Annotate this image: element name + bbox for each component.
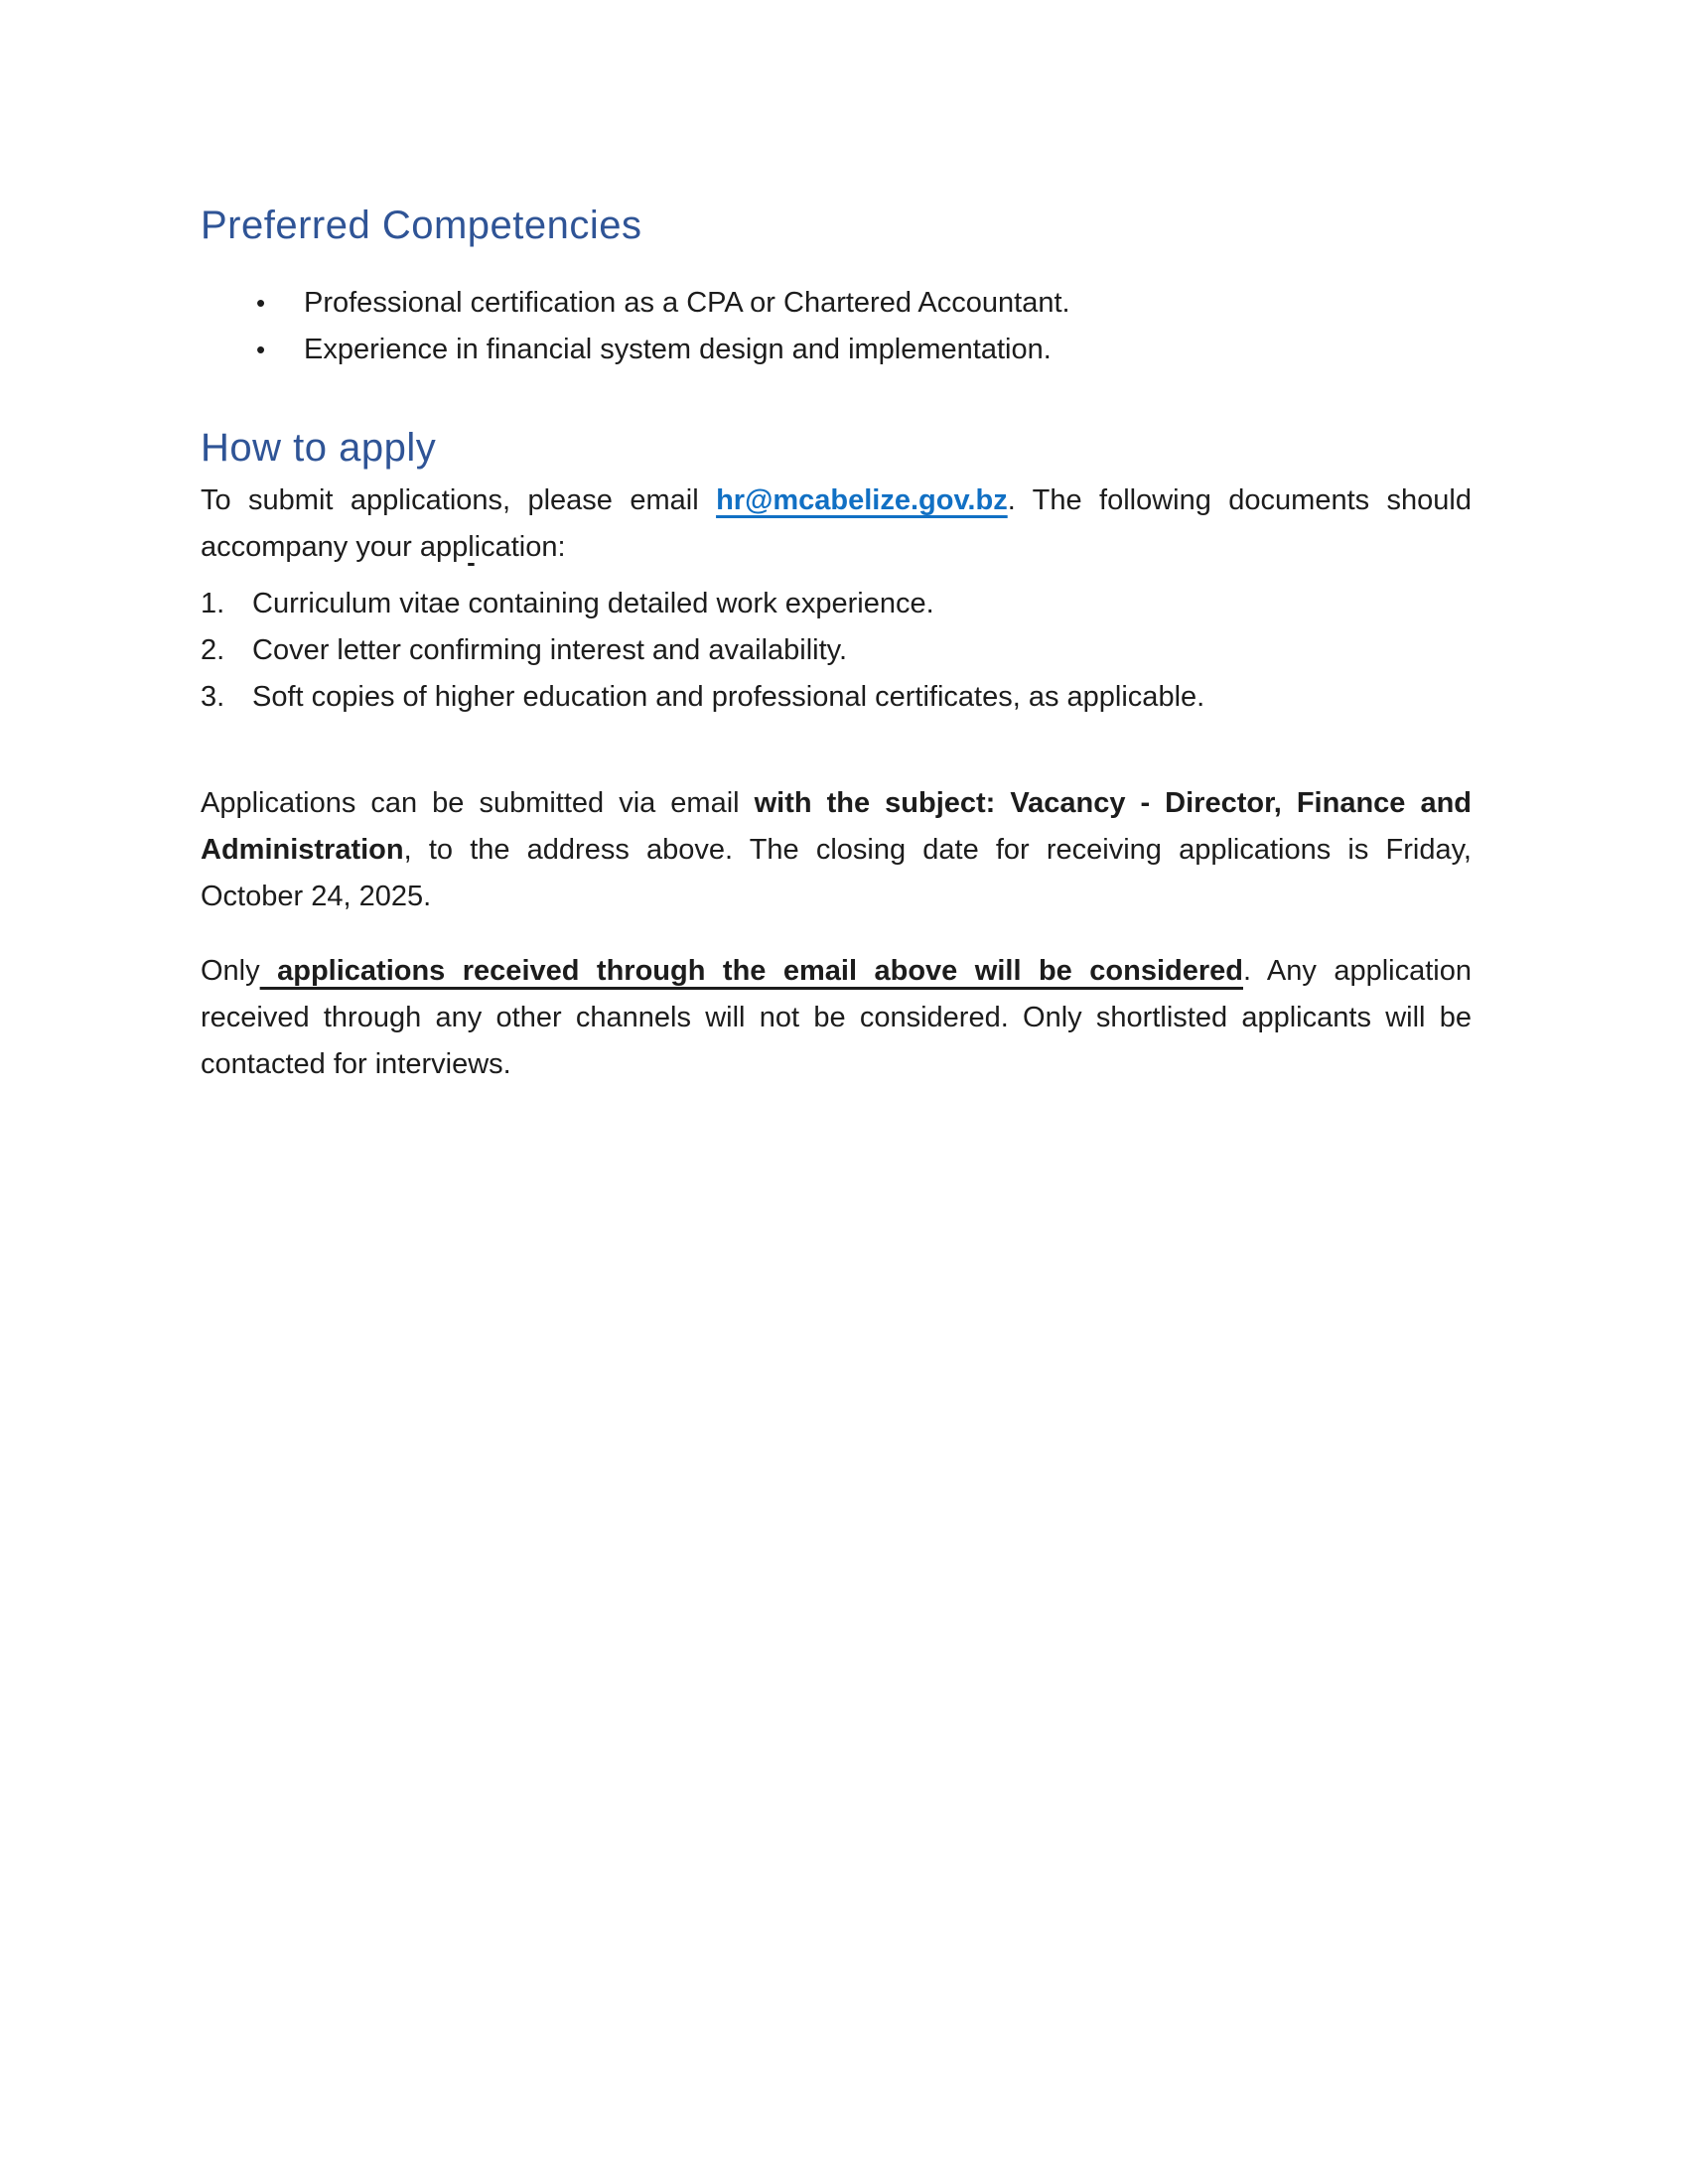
document-content [201,0,1472,1088]
required-documents-list [201,581,1472,721]
disclaimer-text-start: Only [201,955,260,987]
list-number: 1. [201,588,225,619]
submission-paragraph [201,780,1472,920]
list-item [201,581,1472,627]
list-item [201,627,1472,674]
submission-text-closing: , to the address above. The closing date for receiving applications is Friday, October 24, 2025. [201,834,1472,912]
list-item [201,674,1472,721]
intro-paragraph [201,478,1472,571]
intro-text-before-link: To submit applications, please email [201,484,717,516]
disclaimer-emphasis: applications received through the email above will be considered [259,955,1243,987]
submission-text-normal: Applications can be submitted via email [201,787,755,819]
how-to-apply-heading: How to apply [201,426,437,470]
list-item-text: Curriculum vitae containing detailed work experience. [252,588,934,619]
disclaimer-text-end: . Any application received through any other channels will not be considered. Only shortlisted applicants will be contacted for interviews. [201,955,1472,1080]
intro-text-end: ication: [474,531,566,563]
preferred-competencies-heading: Preferred Competencies [201,204,642,247]
preferred-competencies-list [201,280,1472,373]
list-number: 3. [201,681,225,713]
disclaimer-paragraph [201,948,1472,1088]
bullet-icon: • [256,335,266,364]
list-item-text: Soft copies of higher education and professional certificates, as applicable. [252,681,1205,713]
intro-text-after-link: . The following documents should accompany your app [201,484,1472,563]
list-item [201,327,1472,373]
bullet-text: Professional certification as a CPA or Chartered Accountant. [304,287,1070,319]
proofing-underline-mark: l [468,531,475,563]
email-link[interactable]: hr@mcabelize.gov.bz [716,484,1008,516]
submission-subject-bold: with the subject: Vacancy - Director, Finance and Administration [201,787,1472,866]
bullet-text: Experience in financial system design and implementation. [304,334,1052,365]
bullet-icon: • [256,288,266,318]
list-item-text: Cover letter confirming interest and availability. [252,634,848,666]
list-number: 2. [201,634,225,666]
list-item [201,280,1472,327]
